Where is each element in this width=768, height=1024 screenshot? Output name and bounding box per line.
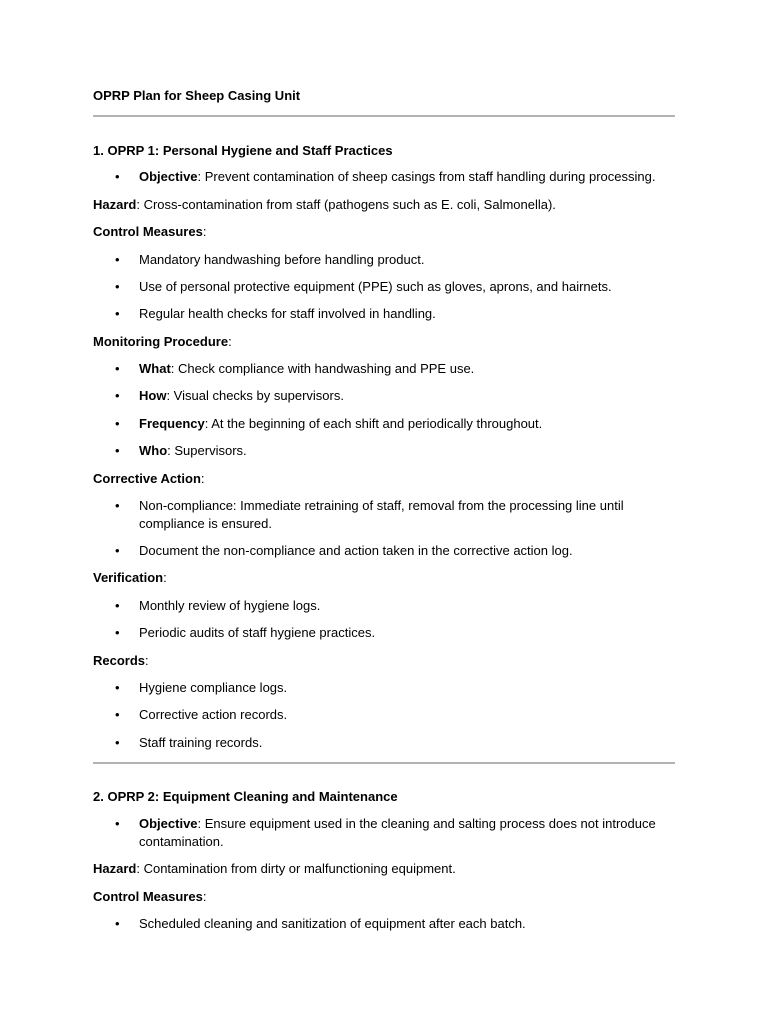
bullet-icon: •	[115, 625, 120, 640]
verification-heading: Verification:	[93, 570, 167, 585]
bullet-icon: •	[115, 916, 120, 931]
bullet-icon: •	[115, 498, 120, 513]
hazard-label: Hazard	[93, 197, 137, 212]
bullet-icon: •	[115, 707, 120, 722]
section-1-heading: 1. OPRP 1: Personal Hygiene and Staff Practices	[93, 143, 393, 158]
bullet-icon: •	[115, 680, 120, 695]
hazard-text: : Contamination from dirty or malfunctioning equipment.	[136, 861, 456, 876]
bullet-icon: •	[115, 543, 120, 558]
monitoring-procedure-heading: Monitoring Procedure:	[93, 334, 232, 349]
bullet-icon: •	[115, 361, 120, 376]
bullet-icon: •	[115, 443, 120, 458]
bullet-icon: •	[115, 252, 120, 267]
bullet-icon: •	[115, 279, 120, 294]
bullet-icon: •	[115, 416, 120, 431]
objective-text: : Prevent contamination of sheep casings from staff handling during processing.	[197, 169, 656, 184]
hazard-label: Hazard	[93, 861, 137, 876]
control-measures-heading: Control Measures:	[93, 224, 207, 239]
bullet-icon: •	[115, 598, 120, 613]
records-heading: Records:	[93, 653, 149, 668]
section-divider	[93, 762, 675, 764]
objective-label: Objective	[139, 816, 198, 831]
objective-label: Objective	[139, 169, 198, 184]
hazard-line	[93, 196, 556, 213]
section-2-heading: 2. OPRP 2: Equipment Cleaning and Maintenance	[93, 789, 398, 804]
bullet-icon: •	[115, 735, 120, 750]
objective-text: : Ensure equipment used in the cleaning and salting process does not introduce contamination.	[139, 816, 656, 849]
document-title: OPRP Plan for Sheep Casing Unit	[93, 88, 301, 103]
bullet-icon: •	[115, 169, 120, 184]
section-divider	[93, 115, 675, 117]
corrective-action-heading: Corrective Action:	[93, 471, 205, 486]
bullet-icon: •	[115, 306, 120, 321]
hazard-line	[93, 860, 456, 877]
hazard-text: : Cross-contamination from staff (pathogens such as E. coli, Salmonella).	[136, 197, 556, 212]
bullet-icon: •	[115, 816, 120, 831]
bullet-icon: •	[115, 388, 120, 403]
control-measures-heading: Control Measures:	[93, 889, 207, 904]
